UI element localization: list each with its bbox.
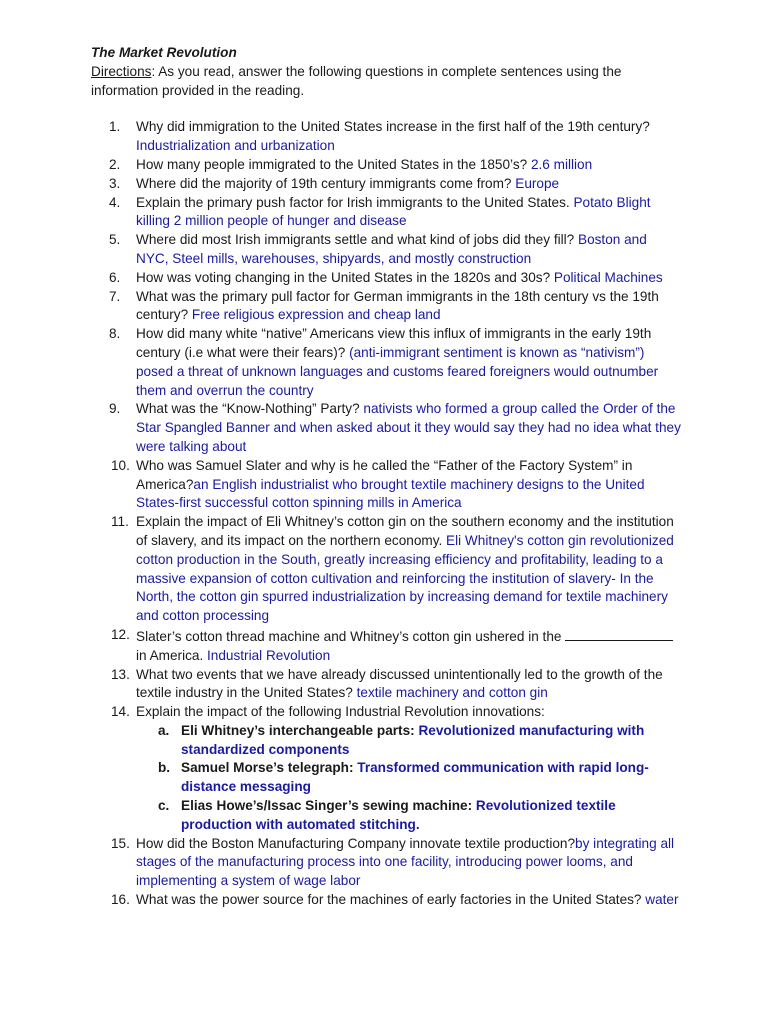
answer-text: water <box>645 892 679 908</box>
question-number: 9. <box>109 401 121 417</box>
question-number: 12. <box>111 626 130 642</box>
sub-question-label: Elias Howe’s/Issac Singer’s sewing machine: <box>181 798 476 814</box>
answer-text: textile machinery and cotton gin <box>356 685 548 701</box>
sub-question-c <box>136 797 681 835</box>
answer-text: Boston and NYC, Steel mills, warehouses, shipyards, and mostly construction <box>136 232 647 266</box>
worksheet-title: The Market Revolution <box>91 45 237 60</box>
sub-question-b <box>136 759 681 797</box>
answer-text: Europe <box>515 175 560 191</box>
question-text: What was the primary pull factor for German immigrants in the 18th century vs the 19th century? <box>136 288 659 323</box>
directions <box>91 63 651 101</box>
answer-text: Industrial Revolution <box>207 647 331 663</box>
question-number: 3. <box>109 175 121 191</box>
question-number: 14. <box>111 704 130 720</box>
question-text-after: in America. <box>136 647 208 663</box>
question-text: Explain the primary push factor for Irish immigrants to the United States. <box>136 194 574 210</box>
question-number: 13. <box>111 666 130 682</box>
question-number: 1. <box>109 119 121 135</box>
question-text: How was voting changing in the United States in the 1820s and 30s? <box>136 269 554 285</box>
answer-text: Revolutionized textile production with automated stitching. <box>181 798 616 832</box>
question-text: Who was Samuel Slater and why is he called the “Father of the Factory System” in America? <box>136 457 633 492</box>
question-text: Why did immigration to the United States increase in the first half of the 19th century? <box>136 119 650 135</box>
answer-text: (anti-immigrant sentiment is known as “nativism”) posed a threat of unknown languages and customs feared foreigners would outnumber them and overrun the country <box>136 344 659 398</box>
sub-question-letter: b. <box>158 760 171 776</box>
directions-label: Directions <box>91 63 152 79</box>
question-8 <box>91 325 681 400</box>
answer-text: by integrating all stages of the manufacturing process into one facility, introducing power looms, and implementing a system of wage labor <box>136 835 675 889</box>
question-number: 16. <box>111 892 130 908</box>
question-2 <box>91 156 681 175</box>
directions-text: : As you read, answer the following questions in complete sentences using the information provided in the reading. <box>91 63 622 98</box>
fill-in-blank <box>565 626 673 641</box>
answer-text: nativists who formed a group called the Order of the Star Spangled Banner and when asked about it they would say they had no idea what they were talking about <box>136 401 681 454</box>
question-1 <box>91 118 681 156</box>
question-number: 2. <box>109 156 121 172</box>
sub-question-label: Samuel Morse’s telegraph: <box>181 760 358 776</box>
question-text: Where did the majority of 19th century immigrants come from? <box>136 175 516 191</box>
question-number: 11. <box>111 514 129 530</box>
answer-text: Transformed communication with rapid long-distance messaging <box>181 760 649 795</box>
question-4 <box>91 194 681 232</box>
question-11 <box>91 513 681 626</box>
answer-text: an English industrialist who brought textile machinery designs to the United States-first successful cotton spinning mills in America <box>136 476 645 511</box>
question-text: Slater’s cotton thread machine and Whitney’s cotton gin ushered in the <box>136 628 566 644</box>
question-5 <box>91 231 681 269</box>
sub-question-list <box>136 722 681 835</box>
question-text: How many people immigrated to the United States in the 1850’s? <box>136 156 531 172</box>
question-number: 10. <box>111 457 130 473</box>
question-text: What two events that we have already discussed unintentionally led to the growth of the textile industry in the United States? <box>136 666 663 701</box>
question-number: 7. <box>109 288 121 304</box>
question-9 <box>91 400 681 456</box>
question-16 <box>91 891 681 910</box>
question-text: What was the “Know-Nothing” Party? <box>136 401 364 417</box>
answer-text: Free religious expression and cheap land <box>191 307 441 323</box>
question-number: 5. <box>109 232 121 248</box>
question-number: 8. <box>109 326 121 342</box>
question-7 <box>91 288 681 326</box>
answer-text: Political Machines <box>553 269 663 285</box>
question-15 <box>91 835 681 891</box>
answer-text: 2.6 million <box>530 156 593 172</box>
question-text: How did the Boston Manufacturing Company innovate textile production? <box>136 835 576 851</box>
question-10 <box>91 457 681 513</box>
question-text: What was the power source for the machines of early factories in the United States? <box>136 892 646 908</box>
question-number: 6. <box>109 269 121 285</box>
question-3 <box>91 175 681 194</box>
question-list <box>91 118 681 909</box>
question-text: How did many white “native” Americans view this influx of immigrants in the early 19th century (i.e what were their fears)? <box>136 326 652 360</box>
question-14 <box>91 703 681 835</box>
answer-text: Industrialization and urbanization <box>136 138 335 154</box>
question-text: Explain the impact of the following Industrial Revolution innovations: <box>136 704 545 720</box>
answer-text: Potato Blight killing 2 million people of hunger and disease <box>136 194 651 229</box>
answer-text: Eli Whitney's cotton gin revolutionized cotton production in the South, greatly increasing efficiency and profitability, leading to a massive expansion of cotton cultivation and reinforcing the institution of slavery- In the North, the cotton gin spurred industrialization by increasing demand for textile machinery and cotton processing <box>136 532 674 624</box>
sub-question-label: Eli Whitney’s interchangeable parts: <box>181 722 419 738</box>
question-13 <box>91 666 681 704</box>
question-text: Where did most Irish immigrants settle and what kind of jobs did they fill? <box>136 232 578 248</box>
answer-text: Revolutionized manufacturing with standardized components <box>181 722 645 757</box>
question-text: Explain the impact of Eli Whitney’s cotton gin on the southern economy and the institution of slavery, and its impact on the northern economy. <box>136 514 674 548</box>
sub-question-a <box>136 722 681 760</box>
question-number: 15. <box>111 835 130 851</box>
question-12 <box>91 626 681 666</box>
sub-question-letter: c. <box>158 798 170 814</box>
sub-question-letter: a. <box>158 722 170 738</box>
question-6 <box>91 269 681 288</box>
question-number: 4. <box>109 194 121 210</box>
